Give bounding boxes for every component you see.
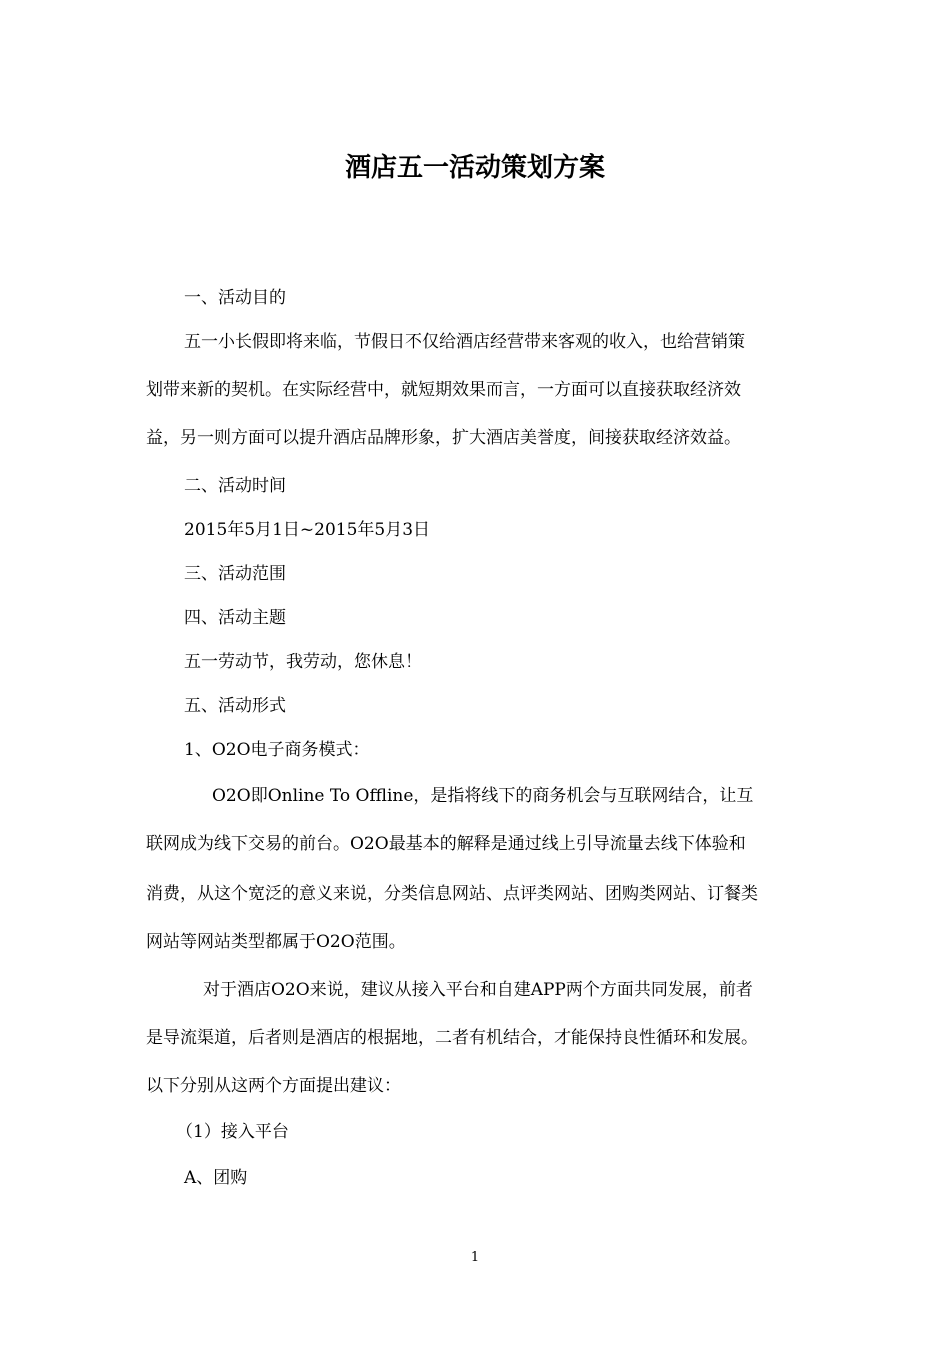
heading-scope: 三、活动范围 <box>184 564 286 584</box>
heading-purpose: 一、活动目的 <box>184 288 286 308</box>
paragraph-line: 划带来新的契机。在实际经营中，就短期效果而言，一方面可以直接获取经济效 <box>146 380 741 400</box>
paragraph-line: 联网成为线下交易的前台。O2O最基本的解释是通过线上引导流量去线下体验和 <box>146 834 746 854</box>
paragraph-line: 网站等网站类型都属于O2O范围。 <box>146 932 406 952</box>
paragraph-line: 是导流渠道，后者则是酒店的根据地，二者有机结合，才能保持良性循环和发展。 <box>146 1028 758 1048</box>
paragraph-line: 对于酒店O2O来说，建议从接入平台和自建APP两个方面共同发展，前者 <box>203 980 753 1000</box>
paragraph-line: 五一小长假即将来临，节假日不仅给酒店经营带来客观的收入，也给营销策 <box>184 332 745 352</box>
paragraph-line: 以下分别从这两个方面提出建议： <box>146 1076 401 1096</box>
page-number: 1 <box>470 1250 480 1265</box>
document-title: 酒店五一活动策划方案 <box>344 153 605 183</box>
heading-form: 五、活动形式 <box>184 696 286 716</box>
paragraph-line: 消费，从这个宽泛的意义来说，分类信息网站、点评类网站、团购类网站、订餐类 <box>146 884 758 904</box>
paragraph-line: 益，另一则方面可以提升酒店品牌形象，扩大酒店美誉度，间接获取经济效益。 <box>146 428 741 448</box>
paragraph-line: O2O即Online To Offline，是指将线下的商务机会与互联网结合，让互 <box>212 786 754 806</box>
heading-theme: 四、活动主题 <box>184 608 286 628</box>
paragraph-line: 五一劳动节，我劳动，您休息！ <box>184 652 422 672</box>
subheading-o2o: 1、O2O电子商务模式： <box>184 740 370 760</box>
subheading-group-buy: A、团购 <box>184 1168 248 1188</box>
paragraph-line: 2015年5月1日~2015年5月3日 <box>184 520 431 540</box>
heading-time: 二、活动时间 <box>184 476 286 496</box>
subheading-platform: （1）接入平台 <box>176 1122 289 1142</box>
